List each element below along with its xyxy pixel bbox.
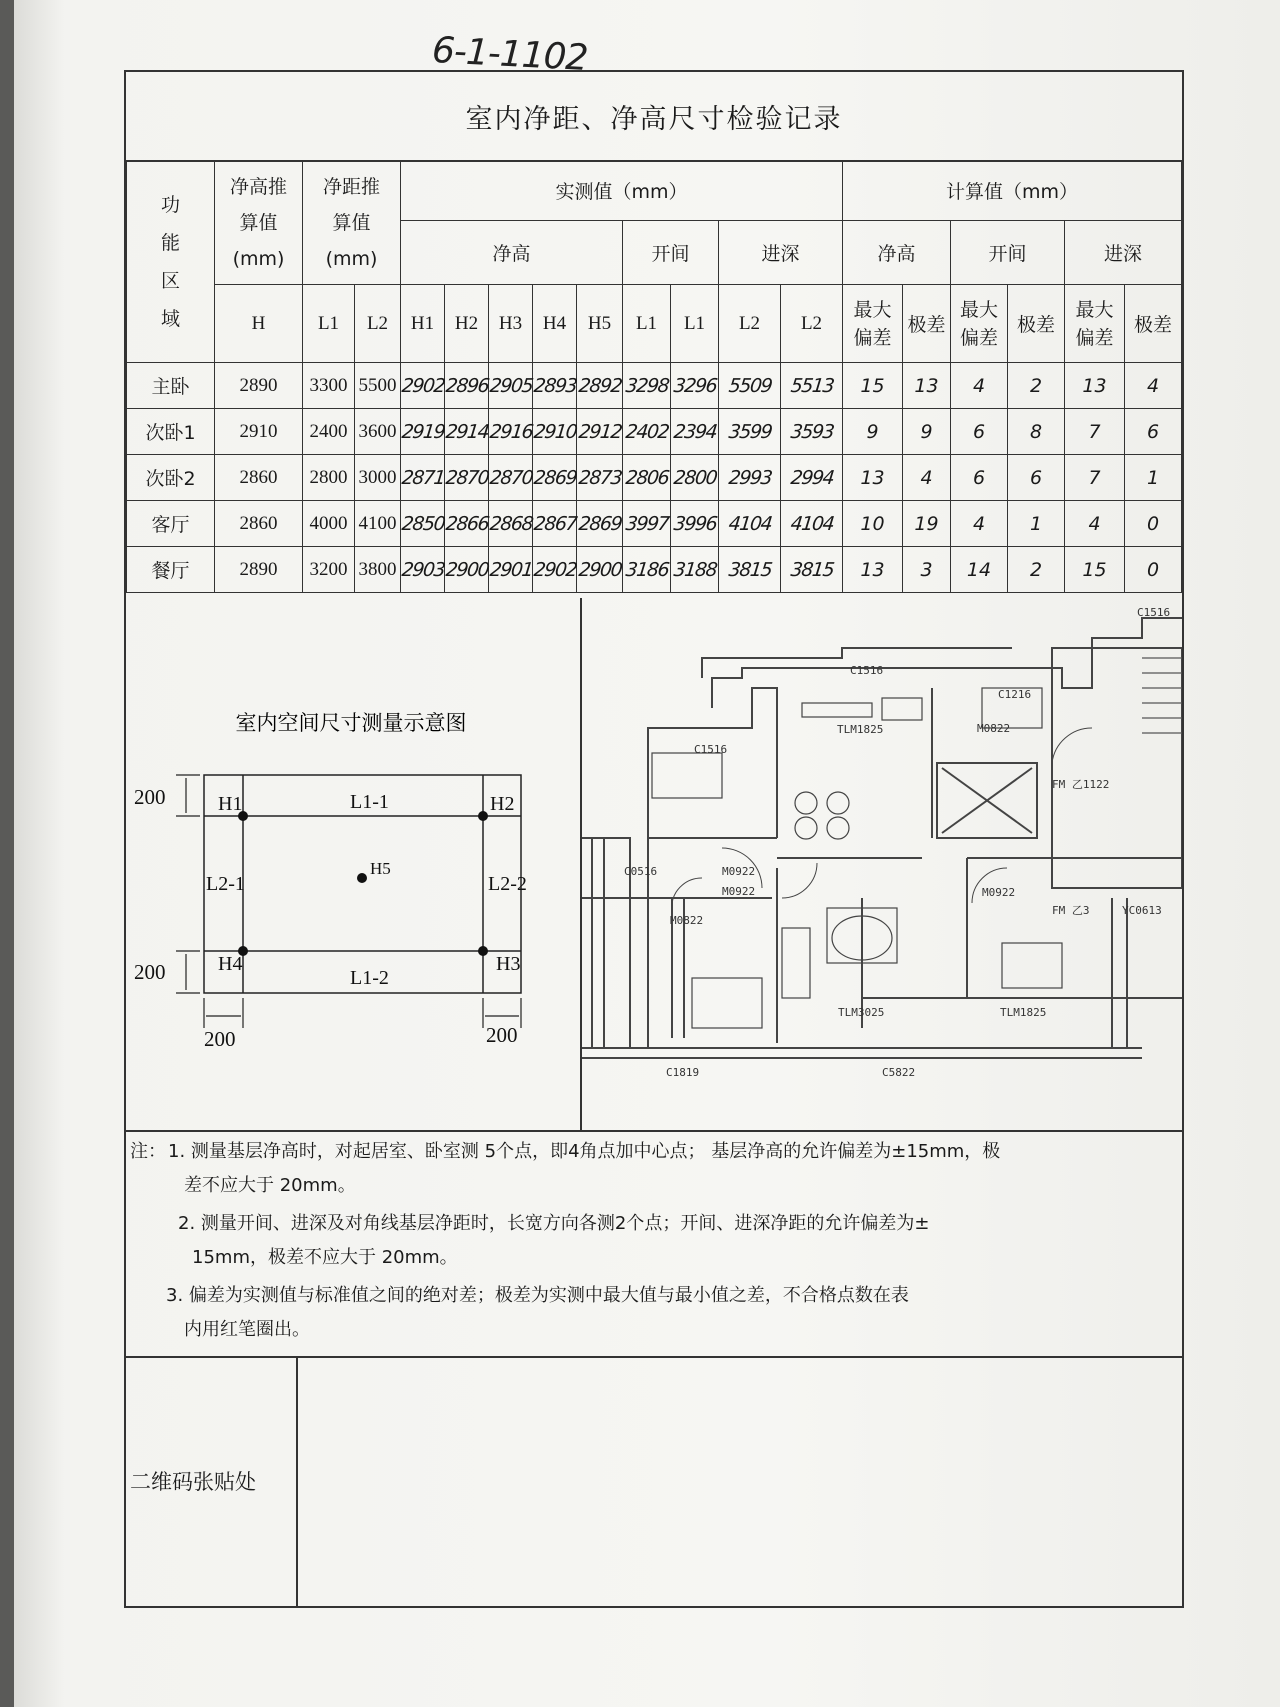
plan-label-tlm1825-b: TLM1825 (1000, 1006, 1047, 1019)
dim-200-right: 200 (486, 1023, 518, 1047)
measurement-diagram (126, 598, 582, 1130)
row-h-est: 2910 (215, 409, 303, 455)
row-measured-value: 2902 (398, 363, 447, 409)
handwritten-doc-code: 6-1-1102 (431, 29, 589, 80)
label-h1: H1 (218, 793, 243, 815)
dim-200-left: 200 (204, 1027, 236, 1051)
form-title: 室内净距、净高尺寸检验记录 (126, 72, 1182, 162)
header-col-bay-1: L1 (623, 285, 671, 363)
label-h2: H2 (490, 793, 515, 815)
row-measured-value: 2870 (442, 455, 491, 501)
row-measured-value: 2994 (778, 455, 845, 501)
row-calculated-value: 15 (843, 363, 903, 409)
row-l2-est: 3600 (355, 409, 401, 455)
row-calculated-value: 9 (843, 409, 903, 455)
row-calculated-value: 1 (1008, 501, 1065, 547)
row-measured-value: 3188 (668, 547, 721, 593)
row-measured-value: 2910 (530, 409, 579, 455)
header-bay-range: 极差 (1008, 285, 1065, 363)
header-calc-depth: 进深 (1065, 221, 1182, 285)
measurement-diagram-svg (126, 598, 580, 1130)
row-calculated-value: 7 (1065, 409, 1125, 455)
row-measured-value: 3997 (620, 501, 673, 547)
row-calculated-value: 6 (1125, 409, 1182, 455)
row-measured-value: 3815 (778, 547, 845, 593)
header-measured-net-height: 净高 (401, 221, 623, 285)
header-col-h2: H2 (445, 285, 489, 363)
row-measured-value: 2806 (620, 455, 673, 501)
header-col-l1: L1 (303, 285, 355, 363)
diagram-title: 室内空间尺寸测量示意图 (235, 711, 467, 735)
header-depth-range: 极差 (1125, 285, 1182, 363)
table-row (127, 363, 1182, 409)
notes-section (126, 1130, 1182, 1358)
label-l1-1: L1-1 (350, 791, 389, 813)
row-measured-value: 4104 (778, 501, 845, 547)
row-measured-value: 2914 (442, 409, 491, 455)
row-measured-value: 2868 (486, 501, 535, 547)
header-net-dist-est: 净距推 算值 (mm) (303, 161, 401, 285)
qr-paste-area (300, 1356, 1182, 1606)
note-2b: 15mm，极差不应大于 20mm。 (192, 1247, 458, 1268)
row-calculated-value: 2 (1008, 363, 1065, 409)
row-measured-value: 2402 (620, 409, 673, 455)
row-measured-value: 2900 (574, 547, 625, 593)
row-measured-value: 3298 (620, 363, 673, 409)
row-area: 主卧 (127, 363, 215, 409)
paper-sheet (14, 0, 1280, 1707)
plan-label-fm-1: FM 乙1122 (1052, 778, 1110, 791)
row-measured-value: 2871 (398, 455, 447, 501)
row-measured-value: 5509 (716, 363, 783, 409)
row-measured-value: 3186 (620, 547, 673, 593)
row-calculated-value: 4 (951, 501, 1008, 547)
plan-label-c1516-c: C1516 (694, 743, 728, 756)
header-col-l2: L2 (355, 285, 401, 363)
header-measured: 实测值（mm） (401, 161, 843, 221)
point-h5 (357, 873, 367, 883)
row-measured-value: 2900 (442, 547, 491, 593)
header-col-h4: H4 (533, 285, 577, 363)
row-calculated-value: 0 (1125, 547, 1182, 593)
row-measured-value: 3296 (668, 363, 721, 409)
row-measured-value: 2869 (530, 455, 579, 501)
row-measured-value: 2916 (486, 409, 535, 455)
row-measured-value: 2912 (574, 409, 625, 455)
note-1b: 差不应大于 20mm。 (184, 1175, 356, 1196)
row-measured-value: 3599 (716, 409, 783, 455)
header-col-depth-1: L2 (719, 285, 781, 363)
plan-label-tlm1825-a: TLM1825 (837, 723, 884, 736)
row-calculated-value: 0 (1125, 501, 1182, 547)
row-measured-value: 2866 (442, 501, 491, 547)
row-calculated-value: 13 (903, 363, 951, 409)
row-calculated-value: 19 (903, 501, 951, 547)
plan-label-c1819: C1819 (666, 1066, 700, 1079)
row-calculated-value: 7 (1065, 455, 1125, 501)
plan-label-fm-2: FM 乙3 (1052, 904, 1090, 917)
table-row (127, 547, 1182, 593)
plan-label-m0922-c: M0922 (982, 886, 1016, 899)
row-measured-value: 2800 (668, 455, 721, 501)
row-l2-est: 3000 (355, 455, 401, 501)
table-body (127, 363, 1182, 593)
row-calculated-value: 4 (903, 455, 951, 501)
plan-label-c1516-a: C1516 (1137, 606, 1171, 619)
row-measured-value: 2394 (668, 409, 721, 455)
row-measured-value: 2901 (486, 547, 535, 593)
row-calculated-value: 3 (903, 547, 951, 593)
row-area: 次卧2 (127, 455, 215, 501)
row-measured-value: 2870 (486, 455, 535, 501)
row-measured-value: 3996 (668, 501, 721, 547)
row-calculated-value: 9 (903, 409, 951, 455)
row-measured-value: 2919 (398, 409, 447, 455)
row-measured-value: 4104 (716, 501, 783, 547)
table-row (127, 409, 1182, 455)
header-col-h: H (215, 285, 303, 363)
row-calculated-value: 15 (1065, 547, 1125, 593)
header-bay-max-dev: 最大 偏差 (951, 285, 1008, 363)
floor-plan-svg (582, 598, 1182, 1130)
row-h-est: 2890 (215, 363, 303, 409)
row-measured-value: 2902 (530, 547, 579, 593)
row-measured-value: 2905 (486, 363, 535, 409)
header-measured-depth: 进深 (719, 221, 843, 285)
row-calculated-value: 2 (1008, 547, 1065, 593)
header-col-h3: H3 (489, 285, 533, 363)
note-3b: 内用红笔圈出。 (184, 1319, 310, 1340)
row-measured-value: 3815 (716, 547, 783, 593)
notes-prefix: 注： (130, 1141, 166, 1162)
row-measured-value: 2850 (398, 501, 447, 547)
row-calculated-value: 14 (951, 547, 1008, 593)
plan-label-c5822: C5822 (882, 1066, 916, 1079)
header-measured-bay: 开间 (623, 221, 719, 285)
measurement-table (126, 160, 1182, 593)
label-l1-2: L1-2 (350, 967, 389, 989)
row-measured-value: 2993 (716, 455, 783, 501)
header-col-h1: H1 (401, 285, 445, 363)
row-l1-est: 3200 (303, 547, 355, 593)
header-h-max-dev: 最大 偏差 (843, 285, 903, 363)
floor-plan (582, 598, 1182, 1130)
header-calc-bay: 开间 (951, 221, 1065, 285)
row-l1-est: 2800 (303, 455, 355, 501)
row-measured-value: 2892 (574, 363, 625, 409)
plan-label-c1516-b: C1516 (850, 664, 884, 677)
row-area: 次卧1 (127, 409, 215, 455)
row-calculated-value: 6 (951, 455, 1008, 501)
note-1a: 1. 测量基层净高时，对起居室、卧室测 5个点，即4角点加中心点； 基层净高的允许偏差为±15mm，极 (168, 1141, 1001, 1162)
note-2a: 2. 测量开间、进深及对角线基层净距时，长宽方向各测2个点；开间、进深净距的允许偏差为± (178, 1213, 930, 1234)
row-calculated-value: 13 (1065, 363, 1125, 409)
header-calc-net-height: 净高 (843, 221, 951, 285)
label-l2-1: L2-1 (206, 873, 245, 895)
row-l1-est: 4000 (303, 501, 355, 547)
table-row (127, 501, 1182, 547)
row-measured-value: 2896 (442, 363, 491, 409)
label-h4: H4 (218, 953, 243, 975)
header-col-bay-2: L1 (671, 285, 719, 363)
row-l1-est: 2400 (303, 409, 355, 455)
label-l2-2: L2-2 (488, 873, 527, 895)
row-l2-est: 3800 (355, 547, 401, 593)
row-calculated-value: 4 (1125, 363, 1182, 409)
header-col-h5: H5 (577, 285, 623, 363)
header-net-height-est: 净高推 算值 (mm) (215, 161, 303, 285)
row-h-est: 2860 (215, 501, 303, 547)
row-measured-value: 2903 (398, 547, 447, 593)
row-measured-value: 3593 (778, 409, 845, 455)
plan-label-m0822-b: M0822 (670, 914, 704, 927)
qr-label: 二维码张贴处 (126, 1356, 298, 1606)
row-measured-value: 5513 (778, 363, 845, 409)
point-h2 (478, 811, 488, 821)
row-calculated-value: 4 (951, 363, 1008, 409)
point-h3 (478, 946, 488, 956)
plan-label-m0922-a: M0922 (722, 865, 756, 878)
header-col-depth-2: L2 (781, 285, 843, 363)
row-l2-est: 5500 (355, 363, 401, 409)
row-area: 餐厅 (127, 547, 215, 593)
row-calculated-value: 10 (843, 501, 903, 547)
row-calculated-value: 1 (1125, 455, 1182, 501)
qr-section (126, 1356, 1182, 1606)
row-calculated-value: 4 (1065, 501, 1125, 547)
row-measured-value: 2867 (530, 501, 579, 547)
row-calculated-value: 6 (951, 409, 1008, 455)
row-calculated-value: 13 (843, 455, 903, 501)
row-calculated-value: 6 (1008, 455, 1065, 501)
row-l1-est: 3300 (303, 363, 355, 409)
row-area: 客厅 (127, 501, 215, 547)
row-calculated-value: 8 (1008, 409, 1065, 455)
plan-label-c1216: C1216 (998, 688, 1032, 701)
plan-label-tlm3025: TLM3025 (838, 1006, 885, 1019)
label-h3: H3 (496, 953, 521, 975)
dim-200-top: 200 (134, 785, 166, 809)
row-measured-value: 2893 (530, 363, 579, 409)
header-depth-max-dev: 最大 偏差 (1065, 285, 1125, 363)
plan-label-m0922-b: M0922 (722, 885, 756, 898)
table-row (127, 455, 1182, 501)
plan-label-c0516: C0516 (624, 865, 658, 878)
header-calculated: 计算值（mm） (843, 161, 1182, 221)
dim-200-bottom: 200 (134, 960, 166, 984)
row-measured-value: 2873 (574, 455, 625, 501)
row-h-est: 2860 (215, 455, 303, 501)
label-h5: H5 (370, 859, 391, 878)
plan-label-yc0613: YC0613 (1122, 904, 1162, 917)
header-area: 功 能 区 域 (127, 161, 215, 363)
row-h-est: 2890 (215, 547, 303, 593)
inspection-form (124, 70, 1184, 1608)
row-measured-value: 2869 (574, 501, 625, 547)
row-l2-est: 4100 (355, 501, 401, 547)
plan-label-m0822-a: M0822 (977, 722, 1011, 735)
row-calculated-value: 13 (843, 547, 903, 593)
header-h-range: 极差 (903, 285, 951, 363)
note-3a: 3. 偏差为实测值与标准值之间的绝对差；极差为实测中最大值与最小值之差，不合格点数在表 (166, 1285, 909, 1306)
